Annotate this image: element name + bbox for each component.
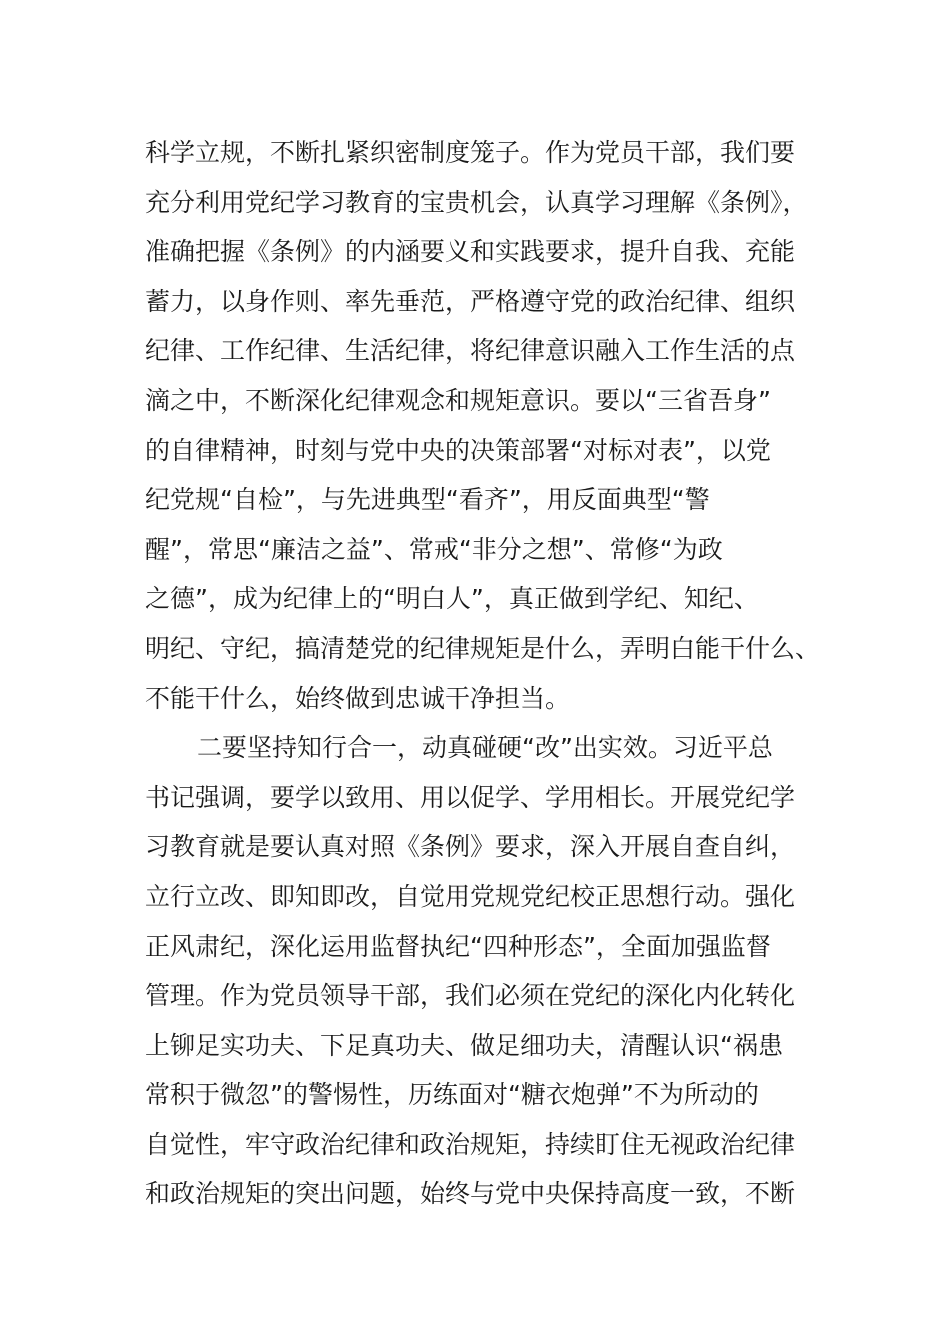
text-line: 常积于微忽”的警惕性，历练面对“糖衣炮弹”不为所动的 bbox=[145, 1080, 759, 1110]
text-line: 充分利用党纪学习教育的宝贵机会，认真学习理解《条例》， bbox=[145, 187, 808, 217]
text-line: 管理。作为党员领导干部，我们必须在党纪的深化内化转化 bbox=[145, 981, 796, 1011]
text-line: 蓄力，以身作则、率先垂范，严格遵守党的政治纪律、组织 bbox=[145, 286, 796, 316]
text-line: 立行立改、即知即改，自觉用党规党纪校正思想行动。强化 bbox=[145, 881, 796, 911]
paragraph-1 bbox=[145, 128, 821, 723]
text-line: 纪党规“自检”，与先进典型“看齐”，用反面典型“警 bbox=[145, 485, 710, 515]
text-line: 书记强调，要学以致用、用以促学、学用相长。开展党纪学 bbox=[145, 782, 796, 812]
text-line: 滴之中，不断深化纪律观念和规矩意识。要以“三省吾身” bbox=[145, 385, 771, 415]
text-line: 自觉性，牢守政治纪律和政治规矩，持续盯住无视政治纪律 bbox=[145, 1129, 796, 1159]
text-line: 科学立规，不断扎紧织密制度笼子。作为党员干部，我们要 bbox=[145, 138, 796, 167]
text-line: 准确把握《条例》的内涵要义和实践要求，提升自我、充能 bbox=[145, 237, 796, 267]
text-line: 习教育就是要认真对照《条例》要求，深入开展自查自纠， bbox=[145, 832, 796, 862]
text-line-indented: 二要坚持知行合一，动真碰硬“改”出实效。习近平总 bbox=[197, 733, 773, 763]
body-text bbox=[145, 128, 821, 1219]
text-line: 上铆足实功夫、下足真功夫、做足细功夫，清醒认识“祸患 bbox=[145, 1030, 783, 1060]
text-line: 醒”，常思“廉洁之益”、常戒“非分之想”、常修“为政 bbox=[145, 534, 723, 564]
text-line: 和政治规矩的突出问题，始终与党中央保持高度一致，不断 bbox=[145, 1179, 796, 1209]
paragraph-2 bbox=[145, 723, 815, 1219]
text-line: 纪律、工作纪律、生活纪律，将纪律意识融入工作生活的点 bbox=[145, 336, 796, 366]
text-line: 明纪、守纪，搞清楚党的纪律规矩是什么，弄明白能干什么、 bbox=[145, 633, 821, 663]
text-line: 的自律精神，时刻与党中央的决策部署“对标对表”，以党 bbox=[145, 435, 771, 465]
text-line: 之德”，成为纪律上的“明白人”，真正做到学纪、知纪、 bbox=[145, 584, 759, 614]
text-line: 正风肃纪，深化运用监督执纪“四种形态”，全面加强监督 bbox=[145, 931, 771, 961]
text-line: 不能干什么，始终做到忠诚干净担当。 bbox=[145, 683, 571, 713]
